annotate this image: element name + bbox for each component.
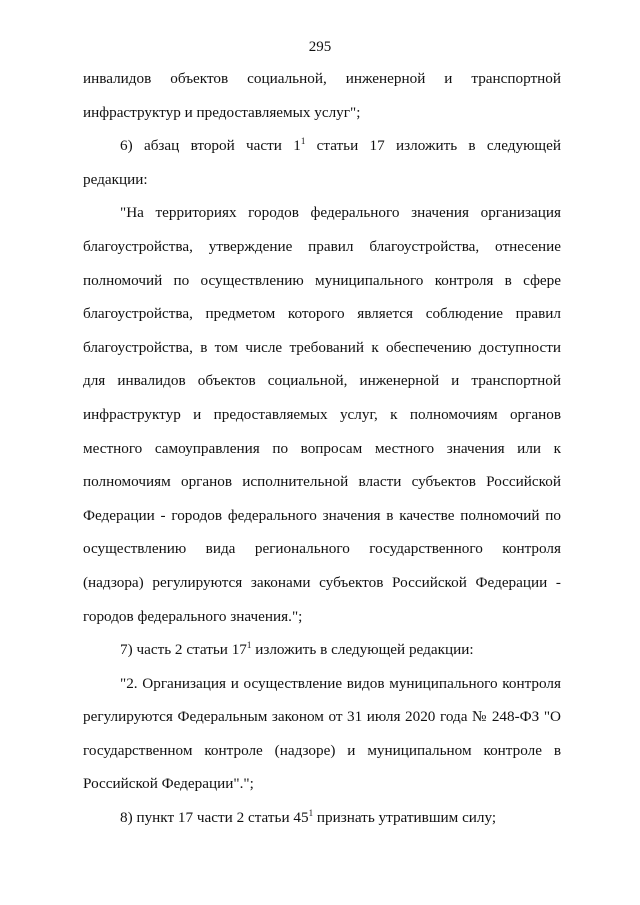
paragraph-item-8-superscript: 1 <box>308 808 314 819</box>
paragraph-item-7-text: 7) часть 2 статьи 17 <box>120 641 247 659</box>
paragraph-continuation: инвалидов объектов социальной, инженерной и транспортной инфраструктур и предоставляемых услуг"; <box>83 70 561 121</box>
paragraph-item-8 <box>83 801 561 835</box>
paragraph-quoted-text-17-1: "На территориях городов федерального значения организация благоустройства, утверждение правил благоустройства, отнесение полномочий по осуществлению муниципального контроля в сфере благоустройства, предметом которого является соблюдение правил благоустройства, в том числе требований к обеспечению доступности для инвалидов объектов социальной, инженерной и транспортной инфраструктур и предоставляемых услуг, к полномочиям органов местного самоуправления по вопросам местного значения или к полномочиям органов исполнительной власти субъектов Российской Федерации - городов федерального значения в качестве полномочий по осуществлению вида регионального государственного контроля (надзора) регулируются законами субъектов Российской Федерации - городов федерального значения."; <box>83 204 561 625</box>
paragraph-item-6 <box>83 129 561 196</box>
paragraph-item-8-text-end: признать утратившим силу; <box>313 809 497 827</box>
paragraph-item-7-text-end: изложить в следующей редакции: <box>251 641 474 659</box>
paragraph-item-8-text: 8) пункт 17 части 2 статьи 45 <box>120 809 309 827</box>
paragraph-item-7-superscript: 1 <box>246 640 252 651</box>
paragraph-item-6-text: 6) абзац второй части 1 <box>120 137 301 155</box>
paragraph-quoted-text-part-2: "2. Организация и осуществление видов муниципального контроля регулируются Федеральным законом от 31 июля 2020 года № 248-ФЗ "О государственном контроле (надзоре) и муниципальном контроле в Российской Федерации"."; <box>83 674 561 793</box>
paragraph-item-6-text-end: статьи 17 изложить в следующей редакции: <box>83 137 561 188</box>
paragraph-item-7 <box>83 633 561 667</box>
document-body <box>83 62 561 835</box>
paragraph-item-6-superscript: 1 <box>300 136 306 147</box>
page-number: 295 <box>308 39 332 55</box>
